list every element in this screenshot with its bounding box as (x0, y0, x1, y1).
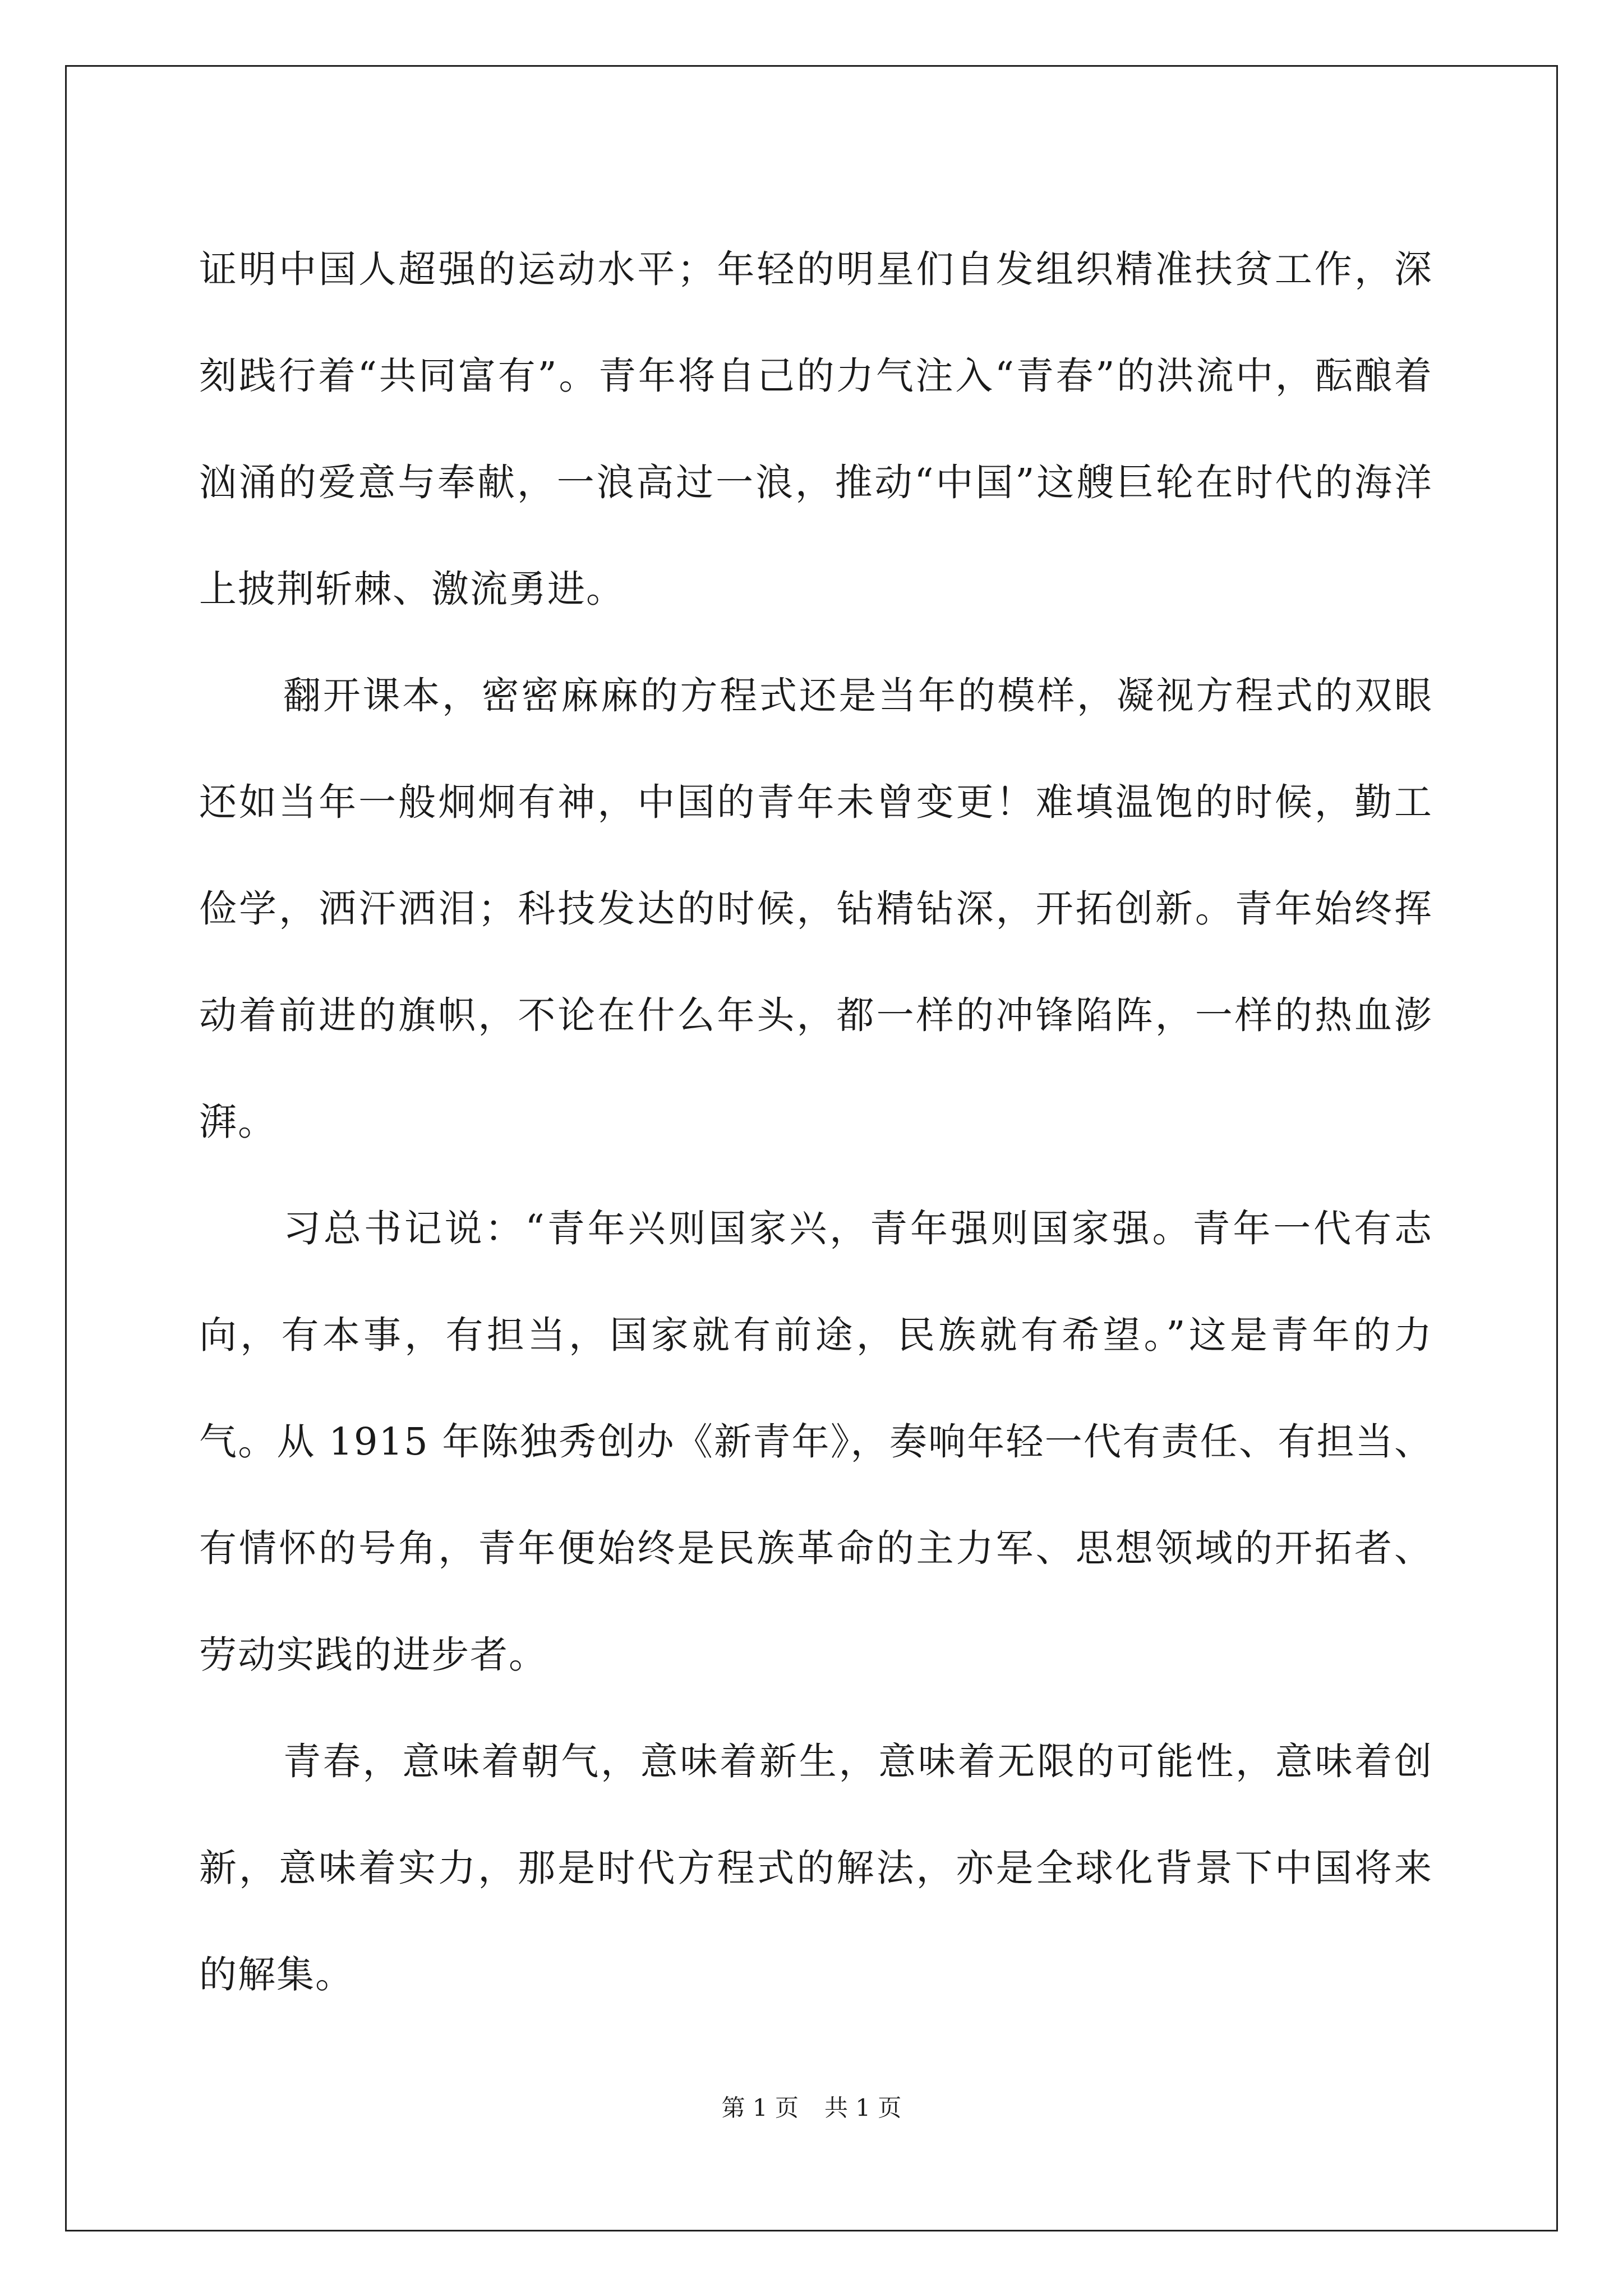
paragraph-1: 证明中国人超强的运动水平；年轻的明星们自发组织精准扶贫工作，深刻践行着“共同富有”。青年将自己的力气注入“青春”的洪流中，酝酿着汹涌的爱意与奉献，一浪高过一浪，推动“中国”这艘巨轮在时代的海洋上披荆斩棘、激流勇进。 (199, 247, 1433, 611)
paragraph-3: 习总书记说：“青年兴则国家兴，青年强则国家强。青年一代有志向，有本事，有担当，国家就有前途，民族就有希望。”这是青年的力气。从 1915 年陈独秀创办《新青年》，奏响年轻一代有责任、有担当、有情怀的号角，青年便始终是民族革命的主力军、思想领域的开拓者、劳动实践的进步者。 (199, 1207, 1433, 1677)
document-body (199, 216, 1433, 2028)
page-footer (0, 2091, 1623, 2125)
paragraph-4: 青春，意味着朝气，意味着新生，意味着无限的可能性，意味着创新，意味着实力，那是时代方程式的解法，亦是全球化背景下中国将来的解集。 (199, 1740, 1433, 1996)
page-number: 第 1 页 (721, 2094, 799, 2122)
paragraph-2: 翻开课本，密密麻麻的方程式还是当年的模样，凝视方程式的双眼还如当年一般炯炯有神，中国的青年未曾变更！难填温饱的时候，勤工俭学，洒汗洒泪；科技发达的时候，钻精钻深，开拓创新。青年始终挥动着前进的旗帜，不论在什么年头，都一样的冲锋陷阵，一样的热血澎湃。 (199, 674, 1433, 1144)
page-count: 共 1 页 (824, 2094, 902, 2122)
